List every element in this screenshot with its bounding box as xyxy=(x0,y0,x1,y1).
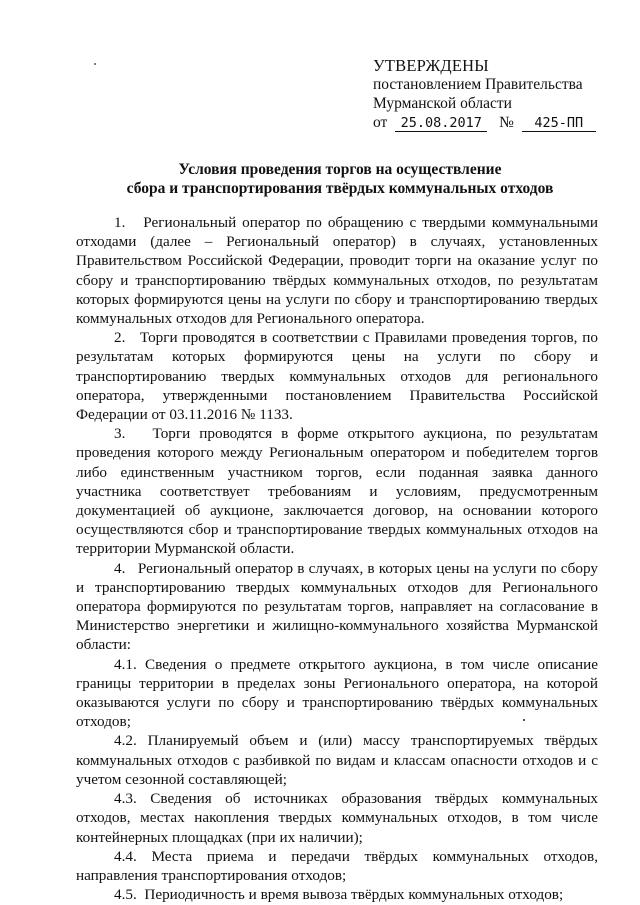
paragraph-4: 4. Региональный оператор в случаях, в которых цены на услуги по сбору и транспортированию твердых коммунальных отходов для Регионального оператора формируются по результатам торгов, направляет на согласование в Министерство энергетики и жилищно-коммунального хозяйства Мурманской области: xyxy=(76,559,598,654)
paragraph-4-5: 4.5. Периодичность и время вывоза твёрдых коммунальных отходов; xyxy=(114,886,564,904)
approval-heading: УТВЕРЖДЕНЫ xyxy=(373,56,489,75)
paragraph-2: 2. Торги проводятся в соответствии с Правилами проведения торгов, по результатам которых формируются цены на услуги по сбору и транспортированию твердых коммунальных отходов для регионального оператора, утвержденными постановлением Правительства Российской Федерации от 03.11.2016 № 1133. xyxy=(76,329,598,424)
document-body xyxy=(76,213,598,904)
approval-date-row xyxy=(373,113,596,132)
paragraph-3: 3. Торги проводятся в форме открытого аукциона, по результатам проведения которого между Региональным оператором и победителем торгов либо единственным участником торгов, если поданная заявка данного участника соответствует требованиям и условиям, предусмотренным документацией об аукционе, заключается договор, на основании которого осуществляются сбор и транспортирование твердых коммунальных отходов на территории Мурманской области. xyxy=(76,425,598,558)
document-title-line-1: Условия проведения торгов на осуществление xyxy=(178,161,502,178)
approval-stamp xyxy=(373,56,596,132)
approval-date: 25.08.2017 xyxy=(395,115,487,132)
document-title-line-2: сбора и транспортирования твёрдых коммунальных отходов xyxy=(126,180,554,197)
approval-line-1: постановлением Правительства xyxy=(373,76,583,93)
paragraph-4-4: 4.4. Места приема и передачи твёрдых коммунальных отходов, направления транспортирования отходов; xyxy=(76,847,598,884)
scan-speck xyxy=(94,63,96,65)
document-title xyxy=(60,160,620,198)
approval-number: 425-ПП xyxy=(522,115,596,132)
approval-number-sign: № xyxy=(499,114,514,131)
paragraph-1: 1. Региональный оператор по обращению с твердыми коммунальными отходами (далее – Региональный оператор) в случаях, установленных Правительством Российской Федерации, проводит торги на оказание услуг по сбору и транспортированию твёрдых коммунальных отходов, по результатам которых формируются цены на услуги по сбору и транспортированию твердых коммунальных отходов для Регионального оператора. xyxy=(76,214,598,328)
paragraph-4-3: 4.3. Сведения об источниках образования твёрдых коммунальных отходов, местах накопления твердых коммунальных отходов, в том числе контейнерных площадках (при их наличии); xyxy=(76,790,598,846)
paragraph-4-2: 4.2. Планируемый объем и (или) массу транспортируемых твёрдых коммунальных отходов с разбивкой по видам и классам опасности отходов и с учетом сезонной составляющей; xyxy=(76,732,598,788)
approval-date-prefix: от xyxy=(373,114,388,131)
approval-line-2: Мурманской области xyxy=(373,95,512,112)
paragraph-4-1: 4.1. Сведения о предмете открытого аукциона, в том числе описание границы территории в пределах зоны Регионального оператора, на которой оказываются услуги по сбору и транспортированию твёрдых коммунальных отходов; xyxy=(76,655,598,731)
